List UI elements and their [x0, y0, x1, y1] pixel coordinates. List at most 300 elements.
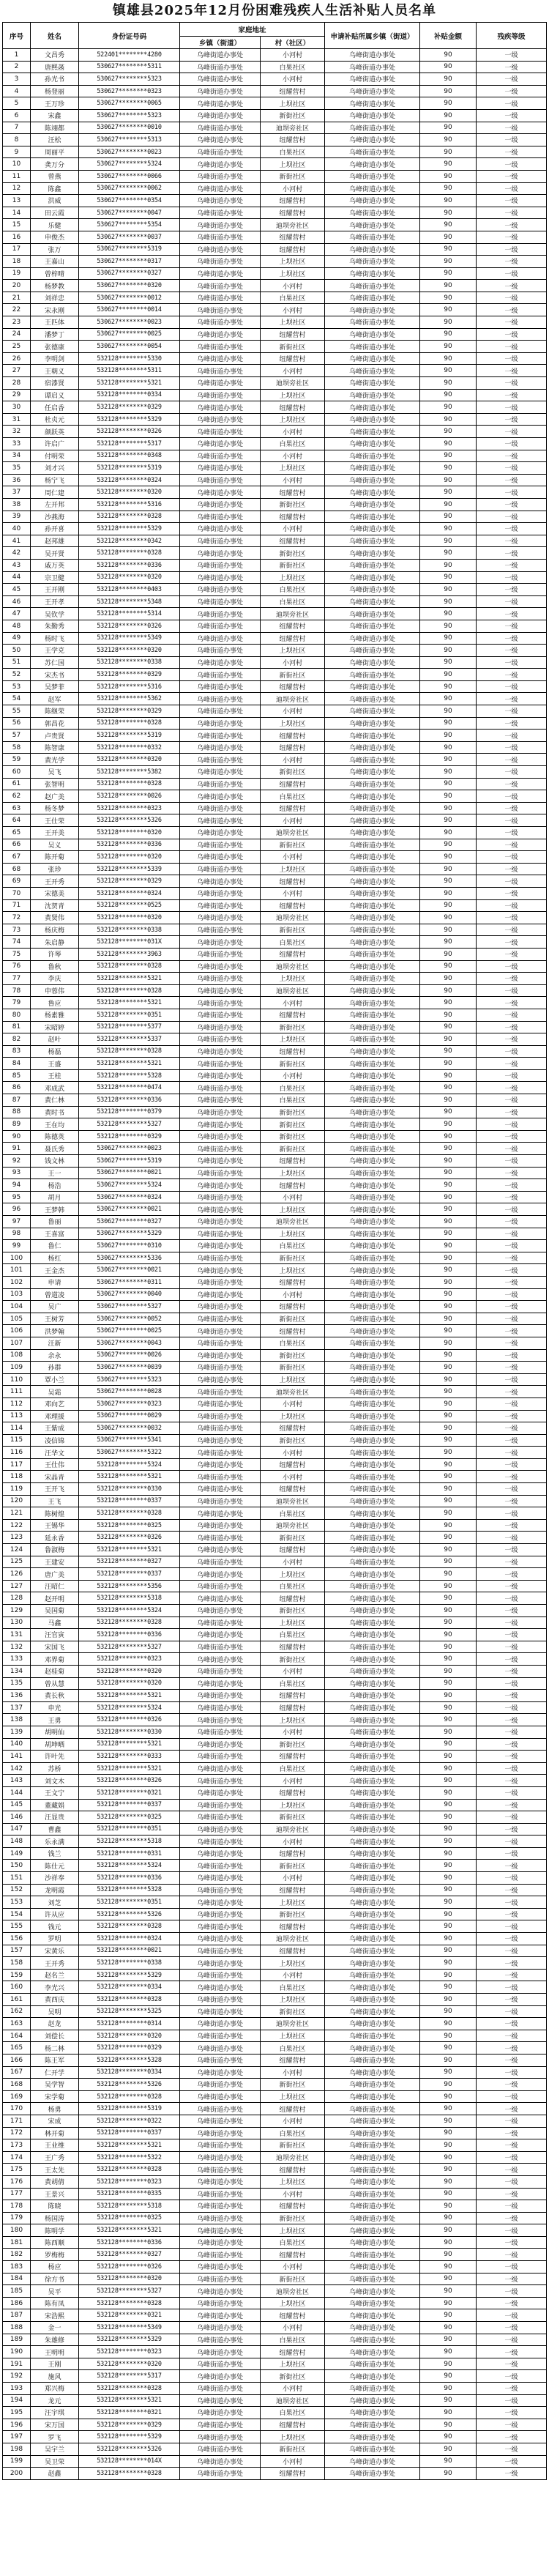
table-row [3, 1847, 547, 1860]
cell-apply: 乌峰街道办事处 [325, 2273, 420, 2285]
cell-village: 新街社区 [261, 170, 325, 182]
cell-level: 一级 [477, 1532, 547, 1544]
cell-village: 纽耀营村 [261, 899, 325, 912]
cell-level: 一级 [477, 1872, 547, 1885]
cell-name: 宋昭婷 [31, 1021, 79, 1033]
cell-amount: 90 [420, 1094, 477, 1107]
cell-id: 532128********0329 [79, 401, 180, 414]
cell-level: 一级 [477, 1641, 547, 1653]
cell-id: 530627********0317 [79, 256, 180, 268]
cell-name: 苏仁国 [31, 656, 79, 669]
cell-amount: 90 [420, 1349, 477, 1362]
cell-no: 116 [3, 1447, 31, 1459]
cell-apply: 乌峰街道办事处 [325, 778, 420, 790]
cell-id: 530627********0012 [79, 292, 180, 304]
cell-town: 乌峰街道办事处 [180, 1118, 261, 1131]
cell-name: 王建安 [31, 1556, 79, 1568]
table-row [3, 790, 547, 803]
cell-apply: 乌峰街道办事处 [325, 2103, 420, 2115]
cell-amount: 90 [420, 924, 477, 936]
cell-town: 乌峰街道办事处 [180, 1276, 261, 1288]
cell-town: 乌峰街道办事处 [180, 1714, 261, 1726]
table-row [3, 2018, 547, 2030]
cell-id: 532128********0320 [79, 2030, 180, 2042]
table-row [3, 438, 547, 450]
cell-name: 凌信锦 [31, 1434, 79, 1447]
cell-village: 上坝社区 [261, 1033, 325, 1046]
cell-level: 一级 [477, 2079, 547, 2091]
cell-village: 新街社区 [261, 1143, 325, 1155]
cell-apply: 乌峰街道办事处 [325, 2285, 420, 2298]
cell-no: 132 [3, 1641, 31, 1653]
cell-id: 530627********5322 [79, 1447, 180, 1459]
cell-level: 一级 [477, 1580, 547, 1592]
table-row [3, 1811, 547, 1824]
cell-village: 上坝社区 [261, 1617, 325, 1629]
cell-village: 白果社区 [261, 292, 325, 304]
cell-amount: 90 [420, 73, 477, 86]
cell-village: 上坝社区 [261, 1167, 325, 1179]
cell-no: 57 [3, 730, 31, 742]
cell-village: 白果社区 [261, 2407, 325, 2419]
cell-amount: 90 [420, 1786, 477, 1799]
cell-level: 一级 [477, 1751, 547, 1763]
cell-no: 192 [3, 2370, 31, 2383]
table-row [3, 256, 547, 268]
cell-town: 乌峰街道办事处 [180, 498, 261, 511]
cell-no: 56 [3, 717, 31, 730]
cell-town: 乌峰街道办事处 [180, 182, 261, 195]
cell-level: 一级 [477, 1045, 547, 1058]
cell-id: 530627********0037 [79, 231, 180, 243]
cell-id: 530627********5313 [79, 134, 180, 146]
cell-amount: 90 [420, 243, 477, 256]
cell-level: 一级 [477, 863, 547, 875]
cell-amount: 90 [420, 2054, 477, 2066]
cell-apply: 乌峰街道办事处 [325, 2370, 420, 2383]
cell-no: 3 [3, 73, 31, 86]
cell-level: 一级 [477, 645, 547, 657]
table-row [3, 899, 547, 912]
table-row [3, 2273, 547, 2285]
cell-level: 一级 [477, 49, 547, 62]
cell-town: 乌峰街道办事处 [180, 2236, 261, 2249]
cell-id: 532128********0329 [79, 1130, 180, 1143]
table-row [3, 2115, 547, 2127]
cell-town: 乌峰街道办事处 [180, 2249, 261, 2261]
cell-no: 65 [3, 827, 31, 839]
cell-apply: 乌峰街道办事处 [325, 1860, 420, 1872]
cell-town: 乌峰街道办事处 [180, 438, 261, 450]
table-row [3, 280, 547, 292]
cell-village: 小河村 [261, 1726, 325, 1738]
cell-level: 一级 [477, 1410, 547, 1422]
cell-town: 乌峰街道办事处 [180, 170, 261, 182]
cell-id: 532128********5339 [79, 863, 180, 875]
cell-village: 上坝社区 [261, 1264, 325, 1277]
cell-name: 付明荣 [31, 450, 79, 462]
cell-id: 530627********0062 [79, 182, 180, 195]
cell-no: 183 [3, 2261, 31, 2274]
table-row [3, 365, 547, 377]
cell-apply: 乌峰街道办事处 [325, 1021, 420, 1033]
cell-village: 纽耀营村 [261, 875, 325, 888]
cell-apply: 乌峰街道办事处 [325, 1714, 420, 1726]
cell-name: 王金杰 [31, 1264, 79, 1277]
cell-town: 乌峰街道办事处 [180, 365, 261, 377]
cell-amount: 90 [420, 85, 477, 97]
cell-apply: 乌峰街道办事处 [325, 2005, 420, 2018]
cell-level: 一级 [477, 1738, 547, 1751]
cell-amount: 90 [420, 170, 477, 182]
cell-apply: 乌峰街道办事处 [325, 134, 420, 146]
cell-amount: 90 [420, 2139, 477, 2152]
cell-no: 13 [3, 195, 31, 207]
cell-apply: 乌峰街道办事处 [325, 1447, 420, 1459]
cell-level: 一级 [477, 997, 547, 1009]
cell-id: 532128********0337 [79, 2127, 180, 2139]
cell-town: 乌峰街道办事处 [180, 231, 261, 243]
cell-id: 532128********5321 [79, 377, 180, 390]
cell-town: 乌峰街道办事处 [180, 608, 261, 620]
table-row [3, 1969, 547, 1981]
cell-level: 一级 [477, 632, 547, 645]
cell-village: 纽耀营村 [261, 2103, 325, 2115]
cell-town: 乌峰街道办事处 [180, 1386, 261, 1398]
cell-apply: 乌峰街道办事处 [325, 2175, 420, 2188]
cell-apply: 乌峰街道办事处 [325, 948, 420, 960]
cell-town: 乌峰街道办事处 [180, 267, 261, 280]
cell-apply: 乌峰街道办事处 [325, 1386, 420, 1398]
cell-apply: 乌峰街道办事处 [325, 1629, 420, 1641]
cell-no: 161 [3, 1994, 31, 2006]
cell-name: 杨梦教 [31, 280, 79, 292]
cell-village: 白果社区 [261, 2127, 325, 2139]
cell-level: 一级 [477, 705, 547, 718]
cell-village: 新街社区 [261, 2139, 325, 2152]
cell-name: 宋鑫 [31, 109, 79, 122]
cell-id: 532128********0328 [79, 778, 180, 790]
cell-apply: 乌峰街道办事处 [325, 1762, 420, 1775]
cell-apply: 乌峰街道办事处 [325, 839, 420, 851]
cell-village: 纽耀营村 [261, 1045, 325, 1058]
cell-village: 小河村 [261, 474, 325, 486]
cell-no: 27 [3, 365, 31, 377]
cell-level: 一级 [477, 256, 547, 268]
cell-village: 新街社区 [261, 924, 325, 936]
cell-amount: 90 [420, 523, 477, 535]
cell-name: 文昌秀 [31, 49, 79, 62]
cell-name: 杨勇 [31, 2103, 79, 2115]
cell-level: 一级 [477, 2273, 547, 2285]
cell-name: 杨应 [31, 2261, 79, 2274]
cell-town: 乌峰街道办事处 [180, 2455, 261, 2468]
cell-name: 郑兴梅 [31, 2383, 79, 2395]
cell-apply: 乌峰街道办事处 [325, 2407, 420, 2419]
table-row [3, 547, 547, 560]
cell-name: 申光 [31, 1701, 79, 1714]
cell-no: 83 [3, 1045, 31, 1058]
cell-name: 陈继荣 [31, 705, 79, 718]
cell-town: 乌峰街道办事处 [180, 875, 261, 888]
table-row [3, 1568, 547, 1581]
cell-amount: 90 [420, 547, 477, 560]
cell-level: 一级 [477, 1701, 547, 1714]
cell-id: 530627********0028 [79, 1386, 180, 1398]
cell-amount: 90 [420, 1847, 477, 1860]
cell-level: 一级 [477, 1726, 547, 1738]
cell-town: 乌峰街道办事处 [180, 1933, 261, 1945]
cell-town: 乌峰街道办事处 [180, 1471, 261, 1483]
cell-name: 李庆 [31, 973, 79, 985]
cell-village: 小河村 [261, 1398, 325, 1410]
cell-name: 胡坤晒 [31, 1738, 79, 1751]
table-row [3, 1143, 547, 1155]
cell-amount: 90 [420, 195, 477, 207]
cell-id: 532128********0328 [79, 2383, 180, 2395]
cell-town: 乌峰街道办事处 [180, 413, 261, 426]
cell-apply: 乌峰街道办事处 [325, 802, 420, 814]
cell-name: 宋德美 [31, 887, 79, 899]
cell-name: 王飞 [31, 1495, 79, 1507]
cell-village: 上坝社区 [261, 389, 325, 401]
cell-amount: 90 [420, 328, 477, 341]
cell-no: 5 [3, 97, 31, 110]
cell-town: 乌峰街道办事处 [180, 195, 261, 207]
cell-village: 迪坝旁社区 [261, 1933, 325, 1945]
cell-apply: 乌峰街道办事处 [325, 2127, 420, 2139]
table-row [3, 1653, 547, 1666]
cell-town: 乌峰街道办事处 [180, 1033, 261, 1046]
cell-town: 乌峰街道办事处 [180, 680, 261, 693]
cell-amount: 90 [420, 2358, 477, 2370]
cell-no: 7 [3, 122, 31, 134]
table-row [3, 741, 547, 754]
cell-apply: 乌峰街道办事处 [325, 2188, 420, 2200]
cell-village: 新街社区 [261, 1653, 325, 1666]
cell-name: 周丽平 [31, 146, 79, 158]
cell-no: 104 [3, 1301, 31, 1313]
table-row [3, 1994, 547, 2006]
cell-apply: 乌峰街道办事处 [325, 2309, 420, 2322]
table-row [3, 851, 547, 864]
cell-id: 532128********5318 [79, 1592, 180, 1605]
cell-no: 157 [3, 1945, 31, 1957]
cell-village: 小河村 [261, 304, 325, 316]
cell-town: 乌峰街道办事处 [180, 936, 261, 949]
table-row [3, 2103, 547, 2115]
cell-apply: 乌峰街道办事处 [325, 1167, 420, 1179]
cell-no: 47 [3, 608, 31, 620]
cell-level: 一级 [477, 2200, 547, 2213]
table-row [3, 595, 547, 608]
cell-village: 白果社区 [261, 1580, 325, 1592]
cell-town: 乌峰街道办事处 [180, 547, 261, 560]
cell-town: 乌峰街道办事处 [180, 2054, 261, 2066]
cell-no: 159 [3, 1969, 31, 1981]
cell-apply: 乌峰街道办事处 [325, 1701, 420, 1714]
cell-name: 沙祥奉 [31, 1872, 79, 1885]
table-row [3, 1605, 547, 1617]
cell-no: 63 [3, 802, 31, 814]
cell-no: 193 [3, 2383, 31, 2395]
cell-name: 杨庆梅 [31, 924, 79, 936]
cell-name: 宿漆贤 [31, 377, 79, 390]
cell-village: 新街社区 [261, 1532, 325, 1544]
table-row [3, 1823, 547, 1836]
table-row [3, 1228, 547, 1240]
cell-amount: 90 [420, 754, 477, 766]
cell-amount: 90 [420, 1434, 477, 1447]
cell-amount: 90 [420, 1228, 477, 1240]
cell-level: 一级 [477, 61, 547, 73]
cell-level: 一级 [477, 2139, 547, 2152]
table-row [3, 1045, 547, 1058]
cell-apply: 乌峰街道办事处 [325, 1994, 420, 2006]
cell-level: 一级 [477, 1422, 547, 1435]
table-row [3, 2285, 547, 2298]
cell-village: 纽耀营村 [261, 486, 325, 499]
cell-name: 潘梦丁 [31, 328, 79, 341]
table-row [3, 1726, 547, 1738]
cell-id: 532128********0329 [79, 669, 180, 681]
cell-town: 乌峰街道办事处 [180, 717, 261, 730]
table-row [3, 1325, 547, 1337]
table-row [3, 1106, 547, 1118]
cell-amount: 90 [420, 1410, 477, 1422]
cell-village: 迪坝旁社区 [261, 122, 325, 134]
cell-no: 185 [3, 2285, 31, 2298]
cell-level: 一级 [477, 656, 547, 669]
cell-apply: 乌峰街道办事处 [325, 1471, 420, 1483]
cell-name: 张珍 [31, 863, 79, 875]
table-row [3, 1373, 547, 1386]
table-row [3, 1714, 547, 1726]
cell-id: 530627********0023 [79, 146, 180, 158]
cell-level: 一级 [477, 1799, 547, 1811]
cell-amount: 90 [420, 814, 477, 827]
cell-id: 532128********0328 [79, 960, 180, 973]
cell-no: 169 [3, 2090, 31, 2103]
cell-apply: 乌峰街道办事处 [325, 2066, 420, 2079]
cell-town: 乌峰街道办事处 [180, 1872, 261, 1885]
cell-apply: 乌峰街道办事处 [325, 256, 420, 268]
table-row [3, 1872, 547, 1885]
cell-village: 新街社区 [261, 1058, 325, 1070]
cell-town: 乌峰街道办事处 [180, 1373, 261, 1386]
cell-no: 150 [3, 1860, 31, 1872]
cell-name: 孙开喜 [31, 523, 79, 535]
cell-no: 41 [3, 535, 31, 547]
cell-level: 一级 [477, 899, 547, 912]
cell-name: 罗梅梅 [31, 2249, 79, 2261]
cell-town: 乌峰街道办事处 [180, 134, 261, 146]
cell-id: 532128********5329 [79, 1969, 180, 1981]
cell-amount: 90 [420, 778, 477, 790]
cell-no: 188 [3, 2322, 31, 2334]
cell-name: 汪华文 [31, 1447, 79, 1459]
cell-town: 乌峰街道办事处 [180, 2309, 261, 2322]
cell-town: 乌峰街道办事处 [180, 352, 261, 365]
cell-no: 86 [3, 1082, 31, 1094]
cell-village: 小河村 [261, 2188, 325, 2200]
cell-town: 乌峰街道办事处 [180, 1641, 261, 1653]
table-row [3, 1532, 547, 1544]
cell-town: 乌峰街道办事处 [180, 2090, 261, 2103]
cell-apply: 乌峰街道办事处 [325, 2164, 420, 2176]
cell-village: 上坝社区 [261, 413, 325, 426]
table-row [3, 2334, 547, 2346]
cell-name: 陈晓 [31, 2200, 79, 2213]
cell-town: 乌峰街道办事处 [180, 2370, 261, 2383]
cell-apply: 乌峰街道办事处 [325, 535, 420, 547]
cell-amount: 90 [420, 389, 477, 401]
cell-id: 532128********5377 [79, 1021, 180, 1033]
table-row [3, 645, 547, 657]
cell-name: 陈开菊 [31, 851, 79, 864]
cell-town: 乌峰街道办事处 [180, 462, 261, 475]
cell-name: 王朝义 [31, 365, 79, 377]
cell-amount: 90 [420, 2322, 477, 2334]
cell-level: 一级 [477, 2018, 547, 2030]
cell-village: 上坝社区 [261, 2297, 325, 2309]
table-row [3, 1155, 547, 1168]
cell-apply: 乌峰街道办事处 [325, 1544, 420, 1556]
cell-no: 179 [3, 2212, 31, 2224]
cell-level: 一级 [477, 1325, 547, 1337]
cell-village: 小河村 [261, 426, 325, 438]
table-row [3, 1179, 547, 1192]
table-row [3, 2030, 547, 2042]
cell-apply: 乌峰街道办事处 [325, 1058, 420, 1070]
cell-no: 153 [3, 1896, 31, 1909]
cell-level: 一级 [477, 267, 547, 280]
cell-town: 乌峰街道办事处 [180, 2346, 261, 2358]
cell-apply: 乌峰街道办事处 [325, 365, 420, 377]
cell-amount: 90 [420, 851, 477, 864]
cell-amount: 90 [420, 1532, 477, 1544]
table-row [3, 1665, 547, 1677]
cell-level: 一级 [477, 839, 547, 851]
cell-amount: 90 [420, 256, 477, 268]
cell-name: 王开秀 [31, 875, 79, 888]
cell-amount: 90 [420, 2212, 477, 2224]
cell-amount: 90 [420, 49, 477, 62]
cell-level: 一级 [477, 134, 547, 146]
cell-id: 530627********0021 [79, 1203, 180, 1216]
cell-no: 195 [3, 2407, 31, 2419]
table-row [3, 1130, 547, 1143]
cell-town: 乌峰街道办事处 [180, 2407, 261, 2419]
cell-name: 刘文木 [31, 1775, 79, 1787]
cell-town: 乌峰街道办事处 [180, 1884, 261, 1896]
cell-village: 上坝社区 [261, 1957, 325, 1970]
cell-apply: 乌峰街道办事处 [325, 1738, 420, 1751]
cell-id: 522401********4280 [79, 49, 180, 62]
cell-no: 182 [3, 2249, 31, 2261]
cell-amount: 90 [420, 1301, 477, 1313]
cell-name: 杨冬梦 [31, 802, 79, 814]
cell-name: 孙光书 [31, 73, 79, 86]
cell-name: 钱元 [31, 1920, 79, 1933]
cell-name: 罗飞 [31, 2431, 79, 2443]
cell-village: 上坝社区 [261, 1714, 325, 1726]
cell-id: 532128********5321 [79, 1690, 180, 1702]
cell-no: 91 [3, 1143, 31, 1155]
cell-amount: 90 [420, 1701, 477, 1714]
cell-id: 530627********5324 [79, 158, 180, 171]
cell-village: 上坝社区 [261, 2224, 325, 2237]
